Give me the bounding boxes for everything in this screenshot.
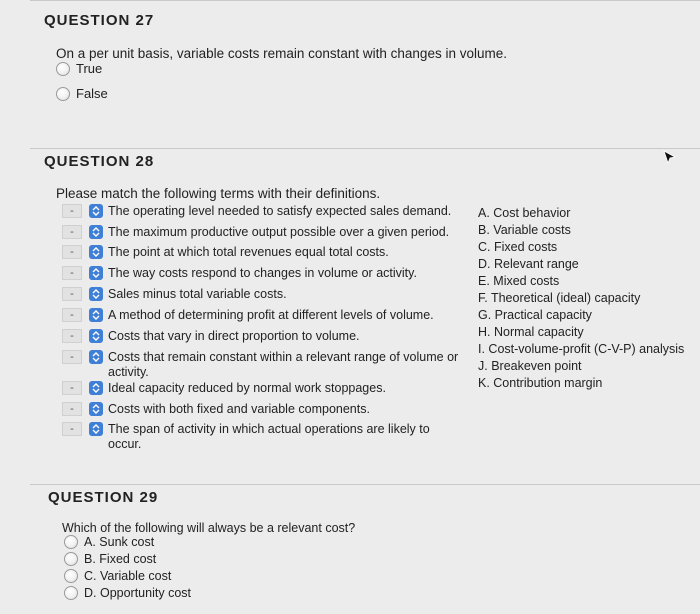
match-definition: The maximum productive output possible over a given period. xyxy=(108,225,450,239)
answer-list xyxy=(478,205,684,392)
answer-item: E. Mixed costs xyxy=(478,274,560,288)
radio-button-icon[interactable] xyxy=(64,586,78,600)
answer-item: F. Theoretical (ideal) capacity xyxy=(478,291,641,305)
match-definition: The span of activity in which actual operations are likely to occur. xyxy=(108,422,430,451)
top-divider xyxy=(30,0,700,1)
q29-option-label: C. Variable cost xyxy=(84,569,172,583)
match-definition: The way costs respond to changes in volume or activity. xyxy=(108,266,417,280)
q29-option-d[interactable] xyxy=(64,586,191,600)
radio-button-icon[interactable] xyxy=(64,552,78,566)
match-definition: Costs that vary in direct proportion to volume. xyxy=(108,329,360,343)
answer-dropdown[interactable]: - xyxy=(62,204,82,218)
answer-item: A. Cost behavior xyxy=(478,206,571,220)
q27-header: QUESTION 27 xyxy=(44,12,155,29)
answer-dropdown[interactable]: - xyxy=(62,245,82,259)
radio-button-icon[interactable] xyxy=(64,569,78,583)
answer-dropdown[interactable]: - xyxy=(62,225,82,239)
answer-dropdown[interactable]: - xyxy=(62,308,82,322)
match-definition: Costs that remain constant within a relevant range of volume or activity. xyxy=(108,350,459,379)
select-stepper-icon[interactable] xyxy=(89,422,103,436)
q29-option-b[interactable] xyxy=(64,552,156,566)
answer-dropdown[interactable]: - xyxy=(62,422,82,436)
select-stepper-icon[interactable] xyxy=(89,381,103,395)
match-definition: Costs with both fixed and variable components. xyxy=(108,402,370,416)
mouse-pointer-icon xyxy=(663,150,677,169)
q27-prompt: On a per unit basis, variable costs remain constant with changes in volume. xyxy=(56,46,507,61)
match-row xyxy=(62,245,468,260)
select-stepper-icon[interactable] xyxy=(89,287,103,301)
q29-header: QUESTION 29 xyxy=(48,489,159,506)
answer-item: B. Variable costs xyxy=(478,223,571,237)
answer-dropdown[interactable]: - xyxy=(62,329,82,343)
q29-option-label: B. Fixed cost xyxy=(84,552,157,566)
match-row xyxy=(62,287,468,302)
match-row xyxy=(62,266,468,281)
answer-dropdown[interactable]: - xyxy=(62,350,82,364)
radio-button-icon[interactable] xyxy=(56,87,70,101)
answer-dropdown[interactable]: - xyxy=(62,402,82,416)
select-stepper-icon[interactable] xyxy=(89,225,103,239)
q27-option-true[interactable] xyxy=(56,61,102,76)
match-row xyxy=(62,350,468,380)
select-stepper-icon[interactable] xyxy=(89,204,103,218)
match-row xyxy=(62,329,468,344)
radio-button-icon[interactable] xyxy=(56,62,70,76)
answer-item: K. Contribution margin xyxy=(478,376,603,390)
answer-dropdown[interactable]: - xyxy=(62,266,82,280)
q29-prompt: Which of the following will always be a relevant cost? xyxy=(62,521,356,535)
answer-dropdown[interactable]: - xyxy=(62,381,82,395)
q27-option-false[interactable] xyxy=(56,86,108,101)
match-row xyxy=(62,308,468,323)
answer-item: D. Relevant range xyxy=(478,257,579,271)
match-row xyxy=(62,402,468,417)
q27-option-label: True xyxy=(76,61,103,76)
select-stepper-icon[interactable] xyxy=(89,402,103,416)
match-definition: The operating level needed to satisfy expected sales demand. xyxy=(108,204,452,218)
match-definition: A method of determining profit at different levels of volume. xyxy=(108,308,434,322)
select-stepper-icon[interactable] xyxy=(89,350,103,364)
select-stepper-icon[interactable] xyxy=(89,245,103,259)
q28-header: QUESTION 28 xyxy=(44,153,155,170)
match-row xyxy=(62,422,438,452)
q29-option-a[interactable] xyxy=(64,535,154,549)
select-stepper-icon[interactable] xyxy=(89,329,103,343)
answer-dropdown[interactable]: - xyxy=(62,287,82,301)
match-definition: The point at which total revenues equal total costs. xyxy=(108,245,389,259)
match-row xyxy=(62,381,468,396)
select-stepper-icon[interactable] xyxy=(89,308,103,322)
answer-item: H. Normal capacity xyxy=(478,325,584,339)
answer-item: J. Breakeven point xyxy=(478,359,582,373)
radio-button-icon[interactable] xyxy=(64,535,78,549)
answer-item: G. Practical capacity xyxy=(478,308,592,322)
answer-item: C. Fixed costs xyxy=(478,240,558,254)
answer-item: I. Cost-volume-profit (C-V-P) analysis xyxy=(478,342,685,356)
match-definition: Ideal capacity reduced by normal work stoppages. xyxy=(108,381,386,395)
match-row xyxy=(62,204,468,219)
q29-option-label: A. Sunk cost xyxy=(84,535,155,549)
select-stepper-icon[interactable] xyxy=(89,266,103,280)
section-divider xyxy=(30,484,700,485)
match-row xyxy=(62,225,468,240)
q28-prompt: Please match the following terms with their definitions. xyxy=(56,186,381,201)
q27-option-label: False xyxy=(76,86,108,101)
match-definition: Sales minus total variable costs. xyxy=(108,287,287,301)
section-divider xyxy=(30,148,700,149)
q29-option-c[interactable] xyxy=(64,569,171,583)
q29-option-label: D. Opportunity cost xyxy=(84,586,191,600)
